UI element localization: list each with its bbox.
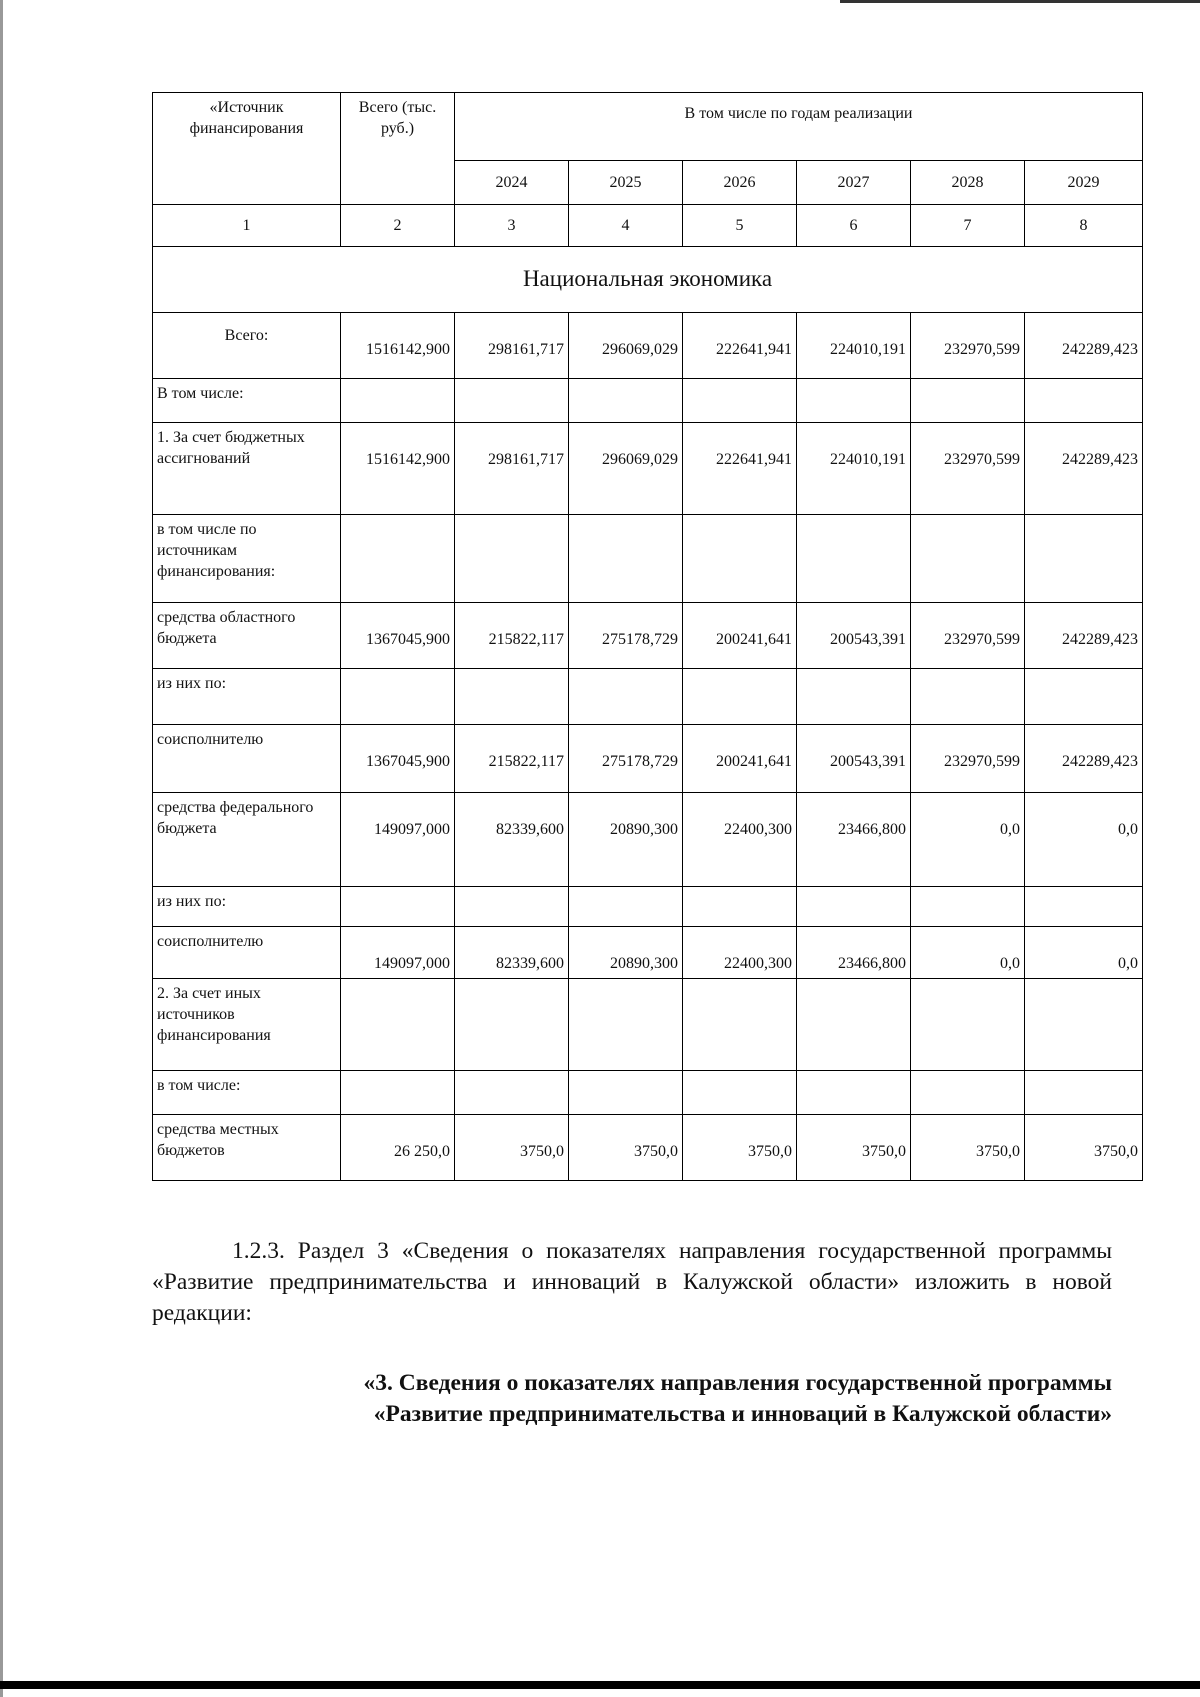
header-total: Всего (тыс. руб.) [341,93,455,205]
table-row [153,313,1143,379]
column-number: 4 [569,205,683,247]
value-cell: 82339,600 [455,793,569,887]
value-cell [797,379,911,423]
value-cell: 222641,941 [683,313,797,379]
value-cell: 0,0 [1025,927,1143,979]
value-cell [911,1071,1025,1115]
value-cell: 215822,117 [455,603,569,669]
column-number: 5 [683,205,797,247]
value-cell: 296069,029 [569,423,683,515]
value-cell: 149097,000 [341,793,455,887]
header-row [153,93,1143,161]
value-cell: 3750,0 [569,1115,683,1181]
column-number: 1 [153,205,341,247]
value-cell [455,669,569,725]
value-cell [341,669,455,725]
value-cell [341,1071,455,1115]
top-edge-line [840,0,1200,3]
table-row [153,1071,1143,1115]
value-cell: 3750,0 [911,1115,1025,1181]
value-cell: 232970,599 [911,313,1025,379]
value-cell [683,515,797,603]
value-cell: 1516142,900 [341,423,455,515]
value-cell: 22400,300 [683,793,797,887]
value-cell: 215822,117 [455,725,569,793]
header-year: 2029 [1025,161,1143,205]
value-cell [455,887,569,927]
row-label: средства областного бюджета [153,603,341,669]
value-cell: 3750,0 [683,1115,797,1181]
column-number: 8 [1025,205,1143,247]
table-row [153,603,1143,669]
header-by-years: В том числе по годам реализации [455,93,1143,161]
value-cell: 23466,800 [797,927,911,979]
table-row [153,793,1143,887]
bottom-edge-line [0,1681,1200,1689]
row-label: из них по: [153,669,341,725]
value-cell [569,887,683,927]
value-cell [455,379,569,423]
header-source: «Источник финансирования [153,93,341,205]
row-label: средства федерального бюджета [153,793,341,887]
value-cell: 298161,717 [455,423,569,515]
table-row [153,669,1143,725]
header-year: 2026 [683,161,797,205]
amendment-paragraph: 1.2.3. Раздел 3 «Сведения о показателях направления государственной программы «Развитие предпринимательства и инноваций в Калужской области» изложить в новой редакции: [152,1238,1112,1327]
table-row [153,725,1143,793]
column-number: 7 [911,205,1025,247]
value-cell [1025,1071,1143,1115]
header-year: 2027 [797,161,911,205]
value-cell: 1367045,900 [341,725,455,793]
row-label: средства местных бюджетов [153,1115,341,1181]
value-cell [1025,979,1143,1071]
header-year: 2025 [569,161,683,205]
value-cell [341,515,455,603]
value-cell: 20890,300 [569,927,683,979]
value-cell: 224010,191 [797,313,911,379]
value-cell [341,379,455,423]
table-body [153,93,1143,1181]
value-cell [455,515,569,603]
table-row [153,423,1143,515]
value-cell: 22400,300 [683,927,797,979]
value-cell: 200241,641 [683,603,797,669]
value-cell [683,979,797,1071]
value-cell [1025,379,1143,423]
column-number: 2 [341,205,455,247]
value-cell [455,979,569,1071]
value-cell: 275178,729 [569,603,683,669]
section-title: Национальная экономика [153,247,1143,313]
value-cell: 222641,941 [683,423,797,515]
value-cell [683,887,797,927]
value-cell: 232970,599 [911,423,1025,515]
value-cell [569,979,683,1071]
value-cell: 0,0 [911,927,1025,979]
value-cell: 200543,391 [797,725,911,793]
value-cell [911,515,1025,603]
value-cell [911,669,1025,725]
value-cell [1025,887,1143,927]
value-cell [911,979,1025,1071]
value-cell: 23466,800 [797,793,911,887]
value-cell: 275178,729 [569,725,683,793]
value-cell [797,887,911,927]
row-label: 1. За счет бюджетных ассигнований [153,423,341,515]
column-number: 3 [455,205,569,247]
table-row [153,887,1143,927]
value-cell: 242289,423 [1025,603,1143,669]
value-cell: 1516142,900 [341,313,455,379]
value-cell [683,379,797,423]
row-label: соисполнителю [153,927,341,979]
value-cell [341,979,455,1071]
value-cell: 82339,600 [455,927,569,979]
value-cell [911,887,1025,927]
row-label: из них по: [153,887,341,927]
row-label: 2. За счет иных источников финансирования [153,979,341,1071]
row-label: Всего: [153,313,341,379]
value-cell [341,887,455,927]
value-cell: 232970,599 [911,603,1025,669]
value-cell: 298161,717 [455,313,569,379]
row-label: в том числе по источникам финансирования: [153,515,341,603]
section-row [153,247,1143,313]
value-cell: 20890,300 [569,793,683,887]
value-cell [569,669,683,725]
value-cell: 149097,000 [341,927,455,979]
value-cell: 1367045,900 [341,603,455,669]
value-cell: 242289,423 [1025,423,1143,515]
value-cell [683,1071,797,1115]
value-cell [1025,515,1143,603]
value-cell [455,1071,569,1115]
value-cell [797,515,911,603]
value-cell: 26 250,0 [341,1115,455,1181]
table-row [153,379,1143,423]
value-cell: 200543,391 [797,603,911,669]
table-row [153,515,1143,603]
financing-table [152,92,1143,1181]
left-edge-line [0,0,3,1697]
value-cell [911,379,1025,423]
section-heading [152,1368,1112,1430]
column-number-row [153,205,1143,247]
header-year: 2024 [455,161,569,205]
value-cell: 3750,0 [1025,1115,1143,1181]
value-cell: 242289,423 [1025,313,1143,379]
value-cell [797,979,911,1071]
value-cell: 242289,423 [1025,725,1143,793]
value-cell [797,1071,911,1115]
value-cell [1025,669,1143,725]
table-row [153,927,1143,979]
value-cell [569,379,683,423]
column-number: 6 [797,205,911,247]
value-cell: 0,0 [1025,793,1143,887]
header-year: 2028 [911,161,1025,205]
row-label: в том числе: [153,1071,341,1115]
heading-line-1: «3. Сведения о показателях направления государственной программы [363,1370,1112,1396]
row-label: В том числе: [153,379,341,423]
value-cell: 3750,0 [455,1115,569,1181]
heading-line-2: «Развитие предпринимательства и инноваций в Калужской области» [373,1401,1112,1428]
table-row [153,1115,1143,1181]
value-cell [569,1071,683,1115]
row-label: соисполнителю [153,725,341,793]
value-cell [569,515,683,603]
value-cell: 296069,029 [569,313,683,379]
table-row [153,979,1143,1071]
value-cell: 232970,599 [911,725,1025,793]
value-cell: 0,0 [911,793,1025,887]
value-cell [683,669,797,725]
value-cell [797,669,911,725]
value-cell: 200241,641 [683,725,797,793]
value-cell: 3750,0 [797,1115,911,1181]
value-cell: 224010,191 [797,423,911,515]
